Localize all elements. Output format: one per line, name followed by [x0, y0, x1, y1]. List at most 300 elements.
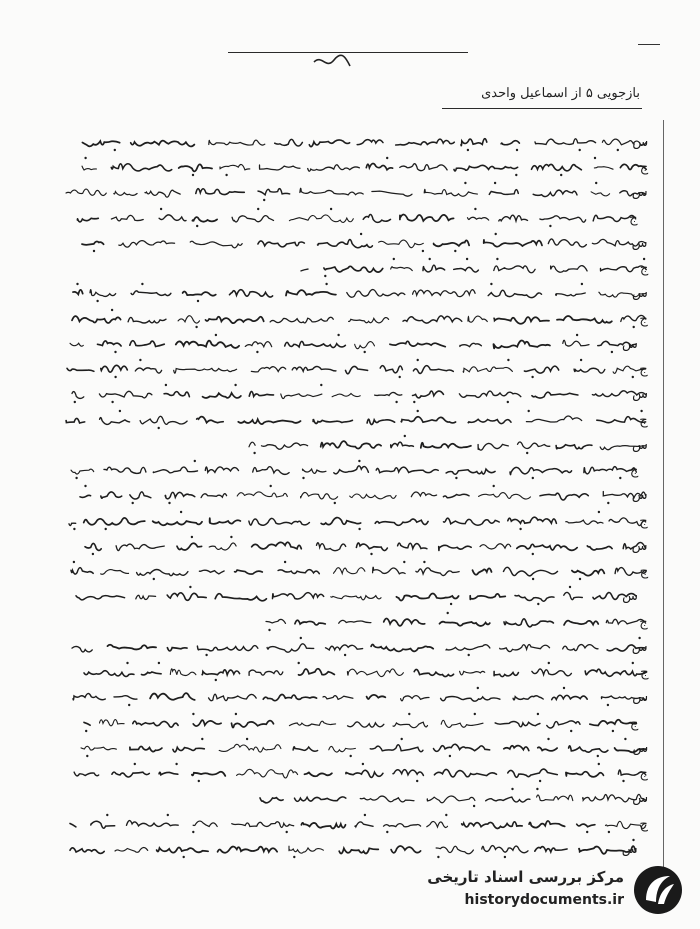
- ink-dot: [300, 637, 302, 639]
- handwritten-word: [370, 745, 423, 752]
- handwritten-word: [259, 165, 300, 170]
- ink-dot: [152, 578, 154, 580]
- handwritten-word: [294, 797, 345, 801]
- handwritten-word: [324, 267, 383, 273]
- handwritten-word: [333, 568, 364, 574]
- handwritten-word: [494, 317, 549, 324]
- ink-dot: [475, 208, 477, 210]
- ink-dot: [594, 157, 596, 159]
- handwritten-word: [272, 593, 323, 599]
- handwritten-word: [150, 693, 195, 700]
- handwritten-word: [141, 672, 161, 675]
- handwritten-word: [160, 215, 187, 221]
- handwritten-line: [297, 254, 650, 280]
- handwritten-word: [300, 189, 363, 196]
- ink-dot: [455, 477, 457, 479]
- ink-dot: [579, 578, 581, 580]
- handwritten-word: [535, 139, 596, 145]
- handwritten-word: [413, 290, 476, 297]
- handwritten-line: [68, 633, 650, 659]
- handwritten-word: [518, 442, 550, 449]
- ink-dot: [447, 611, 449, 613]
- ink-dot: [515, 174, 517, 176]
- handwritten-word: [84, 671, 134, 677]
- ink-dot: [183, 856, 185, 858]
- handwritten-word: [472, 568, 491, 574]
- handwritten-word: [157, 847, 209, 852]
- handwritten-line: [67, 456, 640, 482]
- handwritten-word: [302, 822, 346, 828]
- ink-dot: [507, 359, 509, 361]
- handwritten-word: [501, 141, 519, 145]
- handwritten-line: [62, 178, 650, 204]
- handwritten-word: [249, 670, 283, 675]
- handwritten-line: [68, 582, 640, 608]
- qa-marker: س: [632, 690, 648, 706]
- qa-marker: س: [632, 286, 648, 302]
- ink-dot: [74, 527, 76, 529]
- ink-dot: [165, 384, 167, 386]
- handwritten-word: [183, 292, 216, 296]
- handwritten-word: [112, 215, 144, 220]
- ink-dot: [167, 813, 169, 815]
- handwritten-word: [104, 467, 146, 473]
- handwritten-word: [72, 316, 121, 323]
- handwritten-word: [402, 416, 456, 422]
- handwritten-word: [346, 367, 368, 374]
- handwritten-word: [317, 543, 346, 551]
- handwritten-word: [340, 848, 379, 853]
- handwritten-word: [427, 821, 448, 827]
- ink-dot: [428, 258, 430, 260]
- handwritten-word: [495, 721, 540, 726]
- handwritten-word: [76, 596, 125, 600]
- handwritten-word: [136, 368, 162, 373]
- handwritten-word: [140, 416, 187, 424]
- ink-dot: [639, 637, 641, 639]
- ink-dot: [528, 409, 530, 411]
- ink-dot: [608, 830, 610, 832]
- handwritten-word: [414, 366, 454, 374]
- handwritten-word: [531, 669, 571, 676]
- margin-rule: [663, 120, 664, 890]
- handwritten-word: [440, 621, 490, 625]
- handwritten-word: [206, 316, 264, 322]
- ink-dot: [404, 435, 406, 437]
- handwritten-word: [166, 493, 196, 499]
- handwritten-word: [203, 393, 241, 398]
- handwritten-word: [414, 670, 453, 677]
- handwritten-word: [289, 846, 323, 853]
- ink-dot: [231, 536, 233, 538]
- handwritten-word: [439, 545, 472, 550]
- handwritten-word: [82, 166, 97, 170]
- ink-dot: [193, 460, 195, 462]
- handwritten-word: [114, 192, 137, 196]
- qa-marker: س: [632, 538, 648, 554]
- corner-mark: [638, 44, 660, 45]
- handwritten-line: [65, 507, 650, 533]
- handwritten-word: [413, 391, 444, 398]
- ink-dot: [532, 376, 534, 378]
- handwritten-word: [535, 846, 567, 851]
- handwritten-word: [82, 141, 119, 146]
- handwritten-word: [536, 795, 572, 801]
- handwritten-word: [459, 391, 520, 397]
- ink-dot: [225, 174, 227, 176]
- handwritten-line: [69, 279, 650, 305]
- qa-marker: س: [632, 740, 648, 756]
- handwritten-word: [376, 519, 429, 525]
- handwritten-word: [232, 821, 294, 827]
- handwritten-word: [453, 268, 478, 273]
- handwritten-word: [444, 518, 500, 525]
- handwritten-word: [556, 445, 592, 449]
- handwritten-word: [111, 164, 171, 171]
- handwritten-word: [302, 469, 325, 473]
- handwritten-word: [209, 140, 265, 145]
- handwritten-word: [210, 543, 237, 550]
- handwritten-word: [459, 671, 484, 675]
- handwritten-line: [256, 784, 650, 810]
- handwritten-word: [355, 341, 375, 348]
- handwritten-word: [108, 645, 157, 650]
- handwritten-word: [173, 747, 204, 752]
- handwritten-word: [349, 317, 389, 322]
- handwritten-word: [66, 190, 106, 196]
- handwritten-word: [484, 240, 542, 247]
- handwritten-word: [515, 596, 554, 602]
- ink-dot: [157, 662, 159, 664]
- ink-dot: [408, 712, 410, 714]
- ink-dot: [496, 258, 498, 260]
- handwritten-word: [468, 217, 489, 220]
- handwritten-word: [572, 570, 604, 576]
- ink-dot: [141, 283, 143, 285]
- handwritten-word: [478, 443, 508, 450]
- ink-dot: [466, 149, 468, 151]
- ink-dot: [468, 654, 470, 656]
- ink-dot: [105, 527, 107, 529]
- handwritten-word: [274, 139, 302, 146]
- handwritten-word: [462, 821, 523, 828]
- handwritten-word: [266, 619, 286, 623]
- handwritten-word: [367, 419, 395, 424]
- handwritten-word: [262, 443, 308, 449]
- qa-marker: س: [632, 639, 648, 655]
- ink-dot: [106, 813, 108, 815]
- handwritten-word: [436, 846, 473, 854]
- ink-dot: [473, 712, 475, 714]
- handwritten-word: [130, 341, 165, 347]
- qa-marker: س: [632, 437, 648, 453]
- ink-dot: [84, 157, 86, 159]
- handwritten-word: [101, 365, 128, 372]
- ink-dot: [284, 561, 286, 563]
- ink-dot: [536, 712, 538, 714]
- handwritten-word: [412, 492, 437, 497]
- qa-marker: س: [622, 589, 638, 605]
- handwritten-word: [540, 494, 588, 501]
- ink-dot: [494, 182, 496, 184]
- ink-dot: [516, 149, 518, 151]
- handwritten-word: [293, 746, 318, 751]
- handwritten-word: [101, 492, 122, 498]
- handwritten-word: [197, 416, 224, 422]
- handwritten-line: [78, 229, 650, 255]
- handwritten-word: [425, 190, 478, 197]
- handwritten-word: [463, 367, 512, 372]
- handwritten-line: [66, 835, 640, 861]
- handwritten-word: [577, 824, 595, 827]
- handwritten-word: [174, 369, 237, 374]
- ink-dot: [160, 208, 162, 210]
- handwritten-word: [308, 165, 360, 171]
- handwritten-word: [179, 165, 212, 172]
- handwritten-word: [346, 770, 383, 777]
- ink-dot: [450, 603, 452, 605]
- handwritten-word: [531, 165, 581, 171]
- handwritten-word: [295, 620, 325, 625]
- handwritten-word: [130, 492, 151, 499]
- handwritten-word: [298, 669, 334, 675]
- handwritten-word: [70, 343, 83, 346]
- ink-dot: [466, 258, 468, 260]
- handwritten-word: [367, 695, 386, 699]
- handwritten-word: [132, 721, 177, 727]
- qa-marker: س: [632, 185, 648, 201]
- ink-dot: [364, 351, 366, 353]
- ink-dot: [324, 275, 326, 277]
- handwritten-word: [115, 847, 148, 852]
- ink-dot: [293, 856, 295, 858]
- ink-dot: [633, 839, 635, 841]
- handwritten-word: [198, 645, 258, 650]
- handwritten-word: [372, 192, 412, 197]
- handwritten-word: [168, 647, 188, 650]
- qa-marker: س: [622, 336, 638, 352]
- handwritten-word: [127, 820, 179, 826]
- handwritten-word: [233, 215, 274, 221]
- handwritten-word: [205, 467, 238, 472]
- ink-dot: [413, 401, 415, 403]
- ink-dot: [539, 780, 541, 782]
- ink-dot: [111, 308, 113, 310]
- handwritten-line: [68, 305, 650, 331]
- handwritten-word: [231, 720, 273, 727]
- ink-dot: [180, 510, 182, 512]
- qa-marker: س: [632, 488, 648, 504]
- handwritten-word: [537, 747, 556, 751]
- ink-dot: [114, 351, 116, 353]
- ink-dot: [578, 149, 580, 151]
- handwritten-word: [574, 368, 605, 373]
- ink-dot: [73, 561, 75, 563]
- ink-dot: [176, 763, 178, 765]
- ink-dot: [386, 830, 388, 832]
- ink-dot: [215, 334, 217, 336]
- ink-dot: [338, 334, 340, 336]
- handwritten-word: [131, 291, 171, 296]
- handwritten-word: [482, 845, 528, 852]
- handwritten-word: [568, 746, 607, 752]
- handwritten-word: [117, 544, 165, 550]
- ink-dot: [192, 712, 194, 714]
- handwritten-word: [517, 544, 577, 550]
- ink-dot: [493, 485, 495, 487]
- handwritten-word: [219, 744, 281, 752]
- handwritten-word: [301, 269, 308, 271]
- ink-dot: [595, 182, 597, 184]
- history-documents-logo-icon: [632, 864, 684, 916]
- ink-dot: [563, 687, 565, 689]
- handwritten-word: [552, 696, 588, 700]
- handwritten-word: [499, 215, 528, 221]
- qa-marker: س: [632, 791, 648, 807]
- handwritten-line: [69, 683, 650, 709]
- handwritten-word: [460, 343, 482, 346]
- handwritten-word: [84, 722, 90, 725]
- handwritten-word: [584, 467, 636, 474]
- ink-dot: [76, 283, 78, 285]
- ink-dot: [96, 300, 98, 302]
- ink-dot: [531, 477, 533, 479]
- handwritten-word: [540, 216, 586, 222]
- handwritten-word: [588, 546, 613, 550]
- handwritten-word: [550, 266, 587, 273]
- handwritten-word: [67, 368, 94, 371]
- handwritten-word: [594, 167, 613, 170]
- ink-dot: [371, 553, 373, 555]
- handwritten-word: [238, 492, 288, 497]
- handwritten-word: [258, 241, 305, 247]
- handwritten-word: [441, 697, 500, 702]
- handwritten-word: [234, 570, 262, 574]
- handwritten-line: [81, 532, 650, 558]
- handwritten-word: [391, 442, 414, 448]
- handwritten-word: [347, 290, 405, 298]
- handwritten-word: [525, 366, 559, 373]
- handwritten-word: [371, 644, 433, 651]
- handwritten-word: [267, 644, 314, 652]
- ink-dot: [465, 182, 467, 184]
- handwritten-word: [557, 316, 612, 323]
- handwritten-line: [72, 128, 650, 154]
- ink-dot: [477, 687, 479, 689]
- handwritten-word: [237, 769, 298, 778]
- handwritten-word: [556, 293, 586, 296]
- handwritten-word: [534, 191, 578, 197]
- qa-marker: س: [632, 235, 648, 251]
- ink-dot: [616, 149, 618, 151]
- ink-dot: [403, 561, 405, 563]
- handwritten-line: [80, 709, 640, 735]
- ink-dot: [611, 729, 613, 731]
- handwritten-word: [323, 696, 353, 700]
- handwritten-word: [416, 568, 459, 576]
- handwritten-word: [90, 290, 116, 297]
- handwritten-word: [193, 720, 221, 726]
- document-reference: بازجویی ۵ از اسماعیل واحدی: [481, 86, 640, 101]
- ink-dot: [189, 586, 191, 588]
- handwritten-word: [380, 366, 402, 373]
- ink-dot: [330, 208, 332, 210]
- handwritten-word: [98, 341, 122, 346]
- handwritten-word: [391, 846, 421, 853]
- handwritten-word: [435, 769, 497, 777]
- handwritten-word: [441, 720, 483, 727]
- handwritten-word: [585, 669, 646, 676]
- ink-dot: [364, 813, 366, 815]
- ink-dot: [358, 460, 360, 462]
- handwritten-word: [400, 164, 447, 171]
- handwritten-word: [130, 746, 162, 751]
- handwritten-word: [372, 567, 405, 574]
- ink-dot: [607, 704, 609, 706]
- ink-dot: [448, 755, 450, 757]
- handwritten-word: [513, 696, 543, 700]
- handwritten-word: [470, 594, 505, 600]
- ink-dot: [197, 300, 199, 302]
- handwritten-word: [486, 797, 530, 802]
- handwritten-word: [393, 770, 423, 776]
- handwritten-word: [74, 772, 99, 776]
- ink-dot: [75, 477, 77, 479]
- handwritten-word: [355, 821, 373, 826]
- ink-dot: [169, 502, 171, 504]
- qa-marker: ج: [629, 715, 638, 731]
- handwritten-word: [84, 518, 145, 525]
- ink-dot: [631, 662, 633, 664]
- ink-dot: [246, 738, 248, 740]
- handwritten-word: [503, 745, 528, 750]
- handwritten-word: [114, 696, 137, 699]
- ink-dot: [334, 502, 336, 504]
- handwritten-word: [215, 594, 266, 601]
- handwritten-word: [390, 267, 412, 271]
- handwritten-word: [529, 820, 565, 827]
- handwritten-word: [112, 772, 149, 777]
- qa-marker: ج: [639, 816, 648, 832]
- handwritten-word: [164, 392, 189, 397]
- handwritten-word: [564, 593, 583, 600]
- handwritten-line: [68, 380, 650, 406]
- handwritten-word: [196, 189, 245, 195]
- handwritten-word: [191, 241, 243, 248]
- ink-dot: [423, 561, 425, 563]
- handwritten-word: [193, 217, 218, 222]
- handwritten-word: [249, 518, 310, 525]
- handwritten-word: [384, 823, 421, 826]
- ink-dot: [495, 233, 497, 235]
- handwritten-word: [313, 419, 352, 424]
- ink-dot: [196, 325, 198, 327]
- ink-dot: [115, 376, 117, 378]
- handwritten-word: [285, 341, 346, 347]
- handwritten-word: [347, 722, 383, 727]
- handwritten-word: [508, 517, 557, 523]
- handwritten-word: [249, 392, 273, 397]
- handwritten-word: [292, 367, 336, 372]
- handwritten-word: [357, 543, 388, 551]
- ink-dot: [257, 208, 259, 210]
- handwritten-word: [99, 392, 151, 399]
- ink-dot: [611, 351, 613, 353]
- ink-dot: [532, 553, 534, 555]
- handwritten-word: [270, 317, 333, 323]
- handwritten-word: [318, 240, 373, 248]
- handwritten-line: [62, 406, 650, 432]
